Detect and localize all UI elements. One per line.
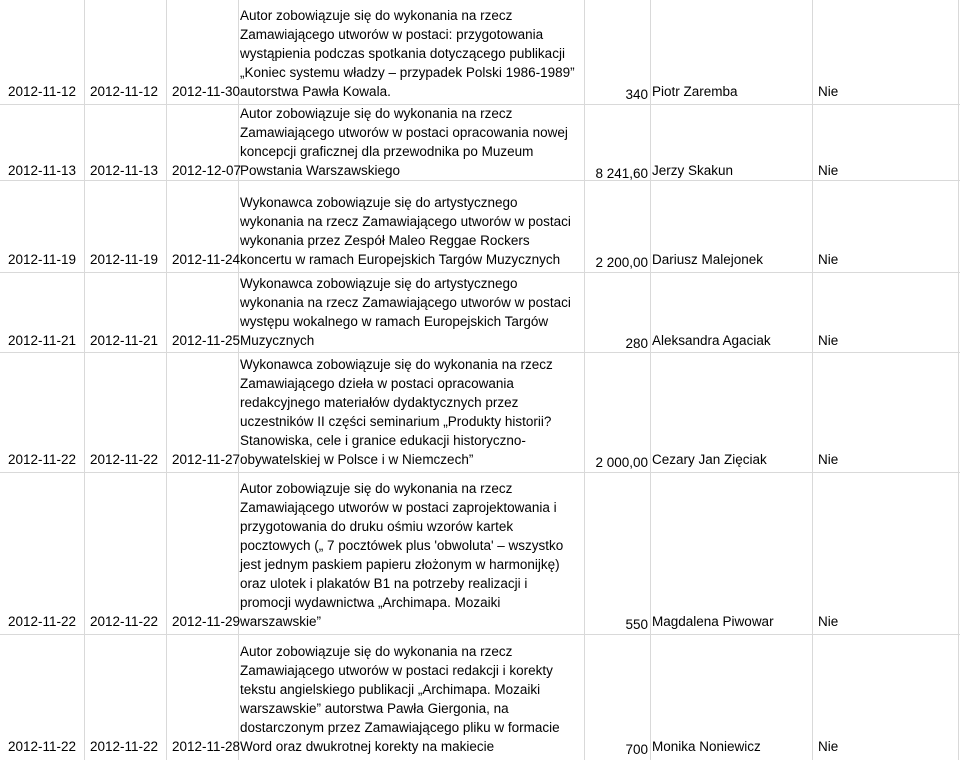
- table-row: [0, 274, 960, 350]
- date-signed: 2012-11-19: [90, 252, 159, 267]
- contract-description: Autor zobowiązuje się do wykonania na rzecz Zamawiającego utworów w postaci redakcji i korekty tekstu angielskiego publikacji „Archimapa. Mozaiki warszawskie” autorstwa Pawła Giergonia, na dostarczonym przez Zamawiającego pliku w formacie Word oraz dwukrotnej korekty na makiecie: [240, 644, 560, 754]
- date-start: 2012-11-22: [8, 739, 77, 754]
- contract-description: Wykonawca zobowiązuje się do wykonania na rzecz Zamawiającego dzieła w postaci opracowania redakcyjnego materiałów dydaktycznych przez uczestników II części seminarium „Produkty historii? Stanowiska, cele i granice edukacji historyczno-obywatelskiej w Polsce i w Niemczech”: [240, 357, 553, 467]
- contractor-name: Dariusz Malejonek: [652, 252, 764, 267]
- date-end: 2012-11-25: [172, 333, 241, 348]
- contractor-name: Magdalena Piwowar: [652, 614, 774, 629]
- date-signed: 2012-11-13: [90, 163, 159, 178]
- date-signed: 2012-11-21: [90, 333, 159, 348]
- contract-description: Wykonawca zobowiązuje się do artystycznego wykonania na rzecz Zamawiającego utworów w postaci wykonania przez Zespół Maleo Reggae Rockers koncertu w ramach Europejskich Targów Muzycznych: [240, 195, 571, 267]
- date-start: 2012-11-22: [8, 452, 77, 467]
- vat-flag: Nie: [818, 84, 839, 99]
- date-start: 2012-11-22: [8, 614, 77, 629]
- date-start: 2012-11-13: [8, 163, 77, 178]
- contract-description: Autor zobowiązuje się do wykonania na rzecz Zamawiającego utworów w postaci: przygotowania wystąpienia podczas spotkania dotyczącego publikacji „Koniec systemu władzy – przypadek Polski 1986-1989” autorstwa Pawła Kowala.: [240, 8, 575, 99]
- contractor-name: Aleksandra Agaciak: [652, 333, 771, 348]
- contract-amount: 280: [625, 336, 648, 351]
- date-signed: 2012-11-22: [90, 614, 159, 629]
- contractor-name: Cezary Jan Zięciak: [652, 452, 767, 467]
- date-signed: 2012-11-22: [90, 452, 159, 467]
- contract-description: Wykonawca zobowiązuje się do artystycznego wykonania na rzecz Zamawiającego utworów w postaci występu wokalnego w ramach Europejskich Targów Muzycznych: [240, 276, 571, 348]
- vat-flag: Nie: [818, 163, 839, 178]
- date-start: 2012-11-12: [8, 84, 77, 99]
- table-row: [0, 470, 960, 631]
- table-row: [0, 101, 960, 180]
- date-start: 2012-11-19: [8, 252, 77, 267]
- contractor-name: Jerzy Skakun: [652, 163, 734, 178]
- contract-amount: 2 000,00: [595, 455, 648, 470]
- contract-description: Autor zobowiązuje się do wykonania na rzecz Zamawiającego utworów w postaci opracowania nowej koncepcji graficznej dla przewodnika po Muzeum Powstania Warszawskiego: [240, 106, 568, 178]
- vat-flag: Nie: [818, 452, 839, 467]
- table-row: [0, 0, 960, 101]
- contractor-name: Piotr Zaremba: [652, 84, 738, 99]
- table-row: [0, 190, 960, 269]
- date-start: 2012-11-21: [8, 333, 77, 348]
- contract-description: Autor zobowiązuje się do wykonania na rzecz Zamawiającego utworów w postaci zaprojektowania i przygotowania do druku ośmiu wzorów kartek pocztowych („ 7 pocztówek plus 'obwoluta' – wszystko jest jednym paskiem papieru złożonym w harmonijkę) oraz ulotek i plakatów B1 na potrzeby realizacji i promocji wydawnictwa „Archimapa. Mozaiki warszawskie”: [240, 481, 564, 629]
- contract-amount: 700: [625, 742, 648, 757]
- table-row: [0, 634, 960, 756]
- date-end: 2012-12-07: [172, 163, 242, 178]
- contractor-name: Monika Noniewicz: [652, 739, 761, 754]
- date-signed: 2012-11-22: [90, 739, 159, 754]
- date-end: 2012-11-27: [172, 452, 241, 467]
- date-end: 2012-11-24: [172, 252, 241, 267]
- table-row: [0, 353, 960, 469]
- contract-amount: 8 241,60: [595, 166, 648, 181]
- vat-flag: Nie: [818, 333, 839, 348]
- vat-flag: Nie: [818, 614, 839, 629]
- vat-flag: Nie: [818, 739, 839, 754]
- vat-flag: Nie: [818, 252, 839, 267]
- contract-amount: 550: [625, 617, 648, 632]
- date-end: 2012-11-28: [172, 739, 241, 754]
- date-signed: 2012-11-12: [90, 84, 159, 99]
- date-end: 2012-11-30: [172, 84, 241, 99]
- contract-amount: 340: [625, 87, 648, 102]
- contract-amount: 2 200,00: [595, 255, 648, 270]
- date-end: 2012-11-29: [172, 614, 241, 629]
